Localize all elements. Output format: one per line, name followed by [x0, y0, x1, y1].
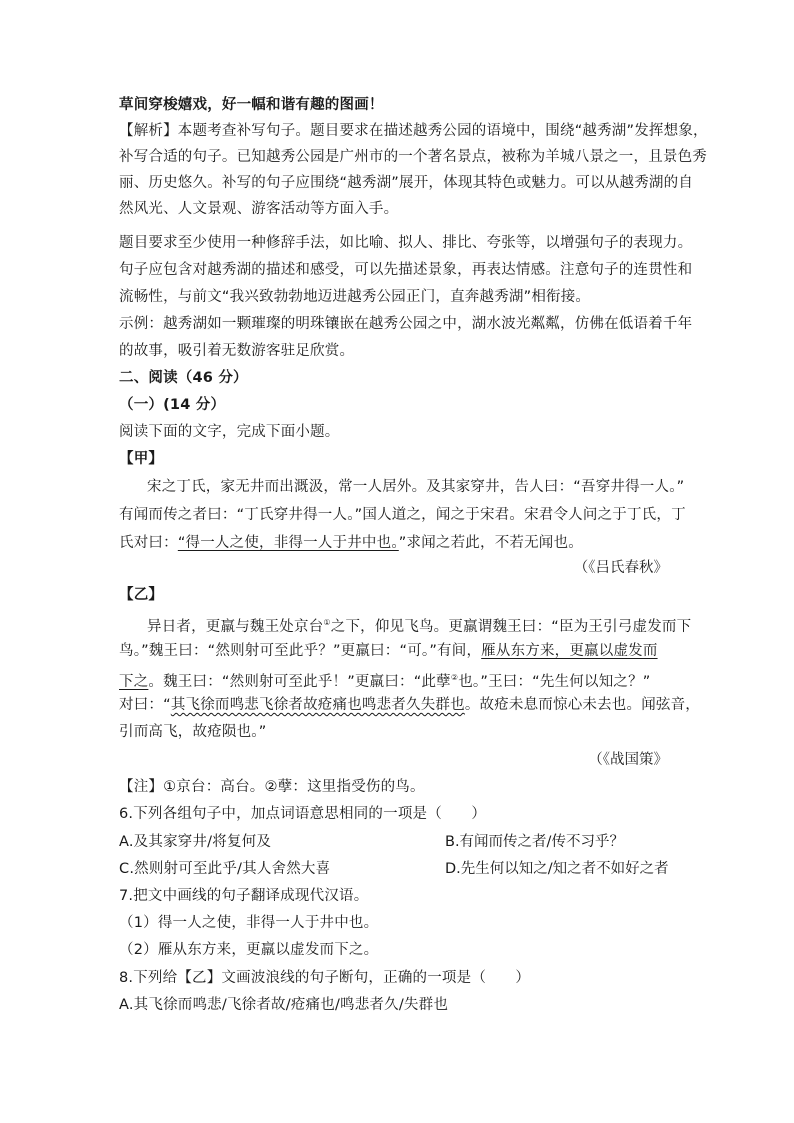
- underlined-sentence: 下之: [119, 674, 149, 690]
- passage-line: 对曰：“其飞徐而鸣悲飞徐者故疮痛也鸣悲者久失群也。故疮未息而惊心未去也。闻弦音，: [119, 697, 701, 713]
- passage-line: 有闻而传之者曰：“丁氏穿井得一人。”国人道之，闻之于宋君。宋君令人问之于丁氏，丁: [119, 507, 686, 523]
- example-line: 示例：越秀湖如一颗璀璨的明珠镶嵌在越秀公园之中，湖水波光粼粼，仿佛在低语着千年: [119, 316, 693, 332]
- question-8: 8.下列给【乙】文画波浪线的句子断句，正确的一项是（ ）: [119, 970, 531, 986]
- question-7: 7.把文中画线的句子翻译成现代汉语。: [119, 888, 369, 904]
- question-7-item: （1）得一人之使，非得一人于井中也。: [119, 915, 379, 931]
- analysis-line: 补写合适的句子。已知越秀公园是广州市的一个著名景点，被称为羊城八景之一，且景色秀: [119, 149, 707, 165]
- instruction-line: 阅读下面的文字，完成下面小题。: [119, 424, 340, 440]
- note-line: 【注】①京台：高台。②孽：这里指受伤的鸟。: [119, 779, 425, 795]
- passage-line: 引而高飞，故疮陨也。”: [119, 724, 267, 740]
- underlined-sentence: “得一人之使，非得一人于井中也。: [177, 535, 399, 551]
- passage-line: 宋之丁氏，家无井而出溉汲，常一人居外。及其家穿井，告人曰：“吾穿井得一人。”: [147, 479, 685, 495]
- text-line: 草间穿梭嬉戏，好一幅和谐有趣的图画！: [119, 97, 384, 113]
- question-6: 6.下列各组句子中，加点词语意思相同的一项是（ ）: [119, 806, 487, 822]
- passage-jia-label: 【甲】: [119, 451, 164, 467]
- analysis-line: 【解析】本题考查补写句子。题目要求在描述越秀公园的语境中，围绕“越秀湖”发挥想象，: [119, 123, 708, 139]
- passage-line: 氏对曰：“得一人之使，非得一人于井中也。”求闻之若此，不若无闻也。: [119, 535, 583, 551]
- subsection-heading: （一）(14 分）: [119, 397, 226, 413]
- analysis-line: 题目要求至少使用一种修辞手法，如比喻、拟人、排比、夸张等，以增强句子的表现力。: [119, 235, 693, 251]
- option-a: A.其飞徐而鸣悲/飞徐者故/疮痛也/鸣悲者久/失群也: [119, 997, 449, 1013]
- analysis-line: 然风光、人文景观、游客活动等方面入手。: [119, 201, 399, 217]
- underlined-sentence: 雁从东方来，更羸以虚发而: [481, 643, 658, 659]
- analysis-line: 句子应包含对越秀湖的描述和感受，可以先描述景象，再表达情感。注意句子的连贯性和: [119, 262, 693, 278]
- section-heading: 二、阅读（46 分）: [119, 370, 248, 386]
- option-a: A.及其家穿井/将复何及: [119, 834, 272, 850]
- passage-yi-label: 【乙】: [119, 587, 164, 603]
- source-citation: （《战国策》: [588, 752, 668, 768]
- passage-line: 鸟。”魏王曰：“然则射可至此乎？”更羸曰：“可。”有间，雁从东方来，更羸以虚发而: [119, 643, 658, 659]
- question-7-item: （2）雁从东方来，更羸以虚发而下之。: [119, 942, 379, 958]
- analysis-line: 丽、历史悠久。补写的句子应围绕“越秀湖”展开，体现其特色或魅力。可以从越秀湖的自: [119, 175, 694, 191]
- analysis-line: 流畅性，与前文“我兴致勃勃地迈进越秀公园正门，直奔越秀湖”相衔接。: [119, 289, 591, 305]
- source-citation: （《吕氏春秋》: [573, 560, 668, 576]
- wavy-underlined-sentence: 其飞徐而鸣悲飞徐者故疮痛也鸣悲者久失群也: [170, 697, 465, 713]
- option-b: B.有闻而传之者/传不习乎？: [445, 834, 624, 850]
- option-c: C.然则射可至此乎/其人舍然大喜: [119, 861, 331, 877]
- example-line: 的故事，吸引着无数游客驻足欣赏。: [119, 343, 355, 359]
- passage-line: 异日者，更羸与魏王处京台①之下，仰见飞鸟。更羸谓魏王曰：“臣为王引弓虚发而下: [147, 618, 692, 635]
- option-d: D.先生何以知之/知之者不如好之者: [445, 861, 669, 877]
- passage-line: 下之。魏王曰：“然则射可至此乎！”更羸曰：“此孽②也。”王曰：“先生何以知之？”: [119, 673, 651, 690]
